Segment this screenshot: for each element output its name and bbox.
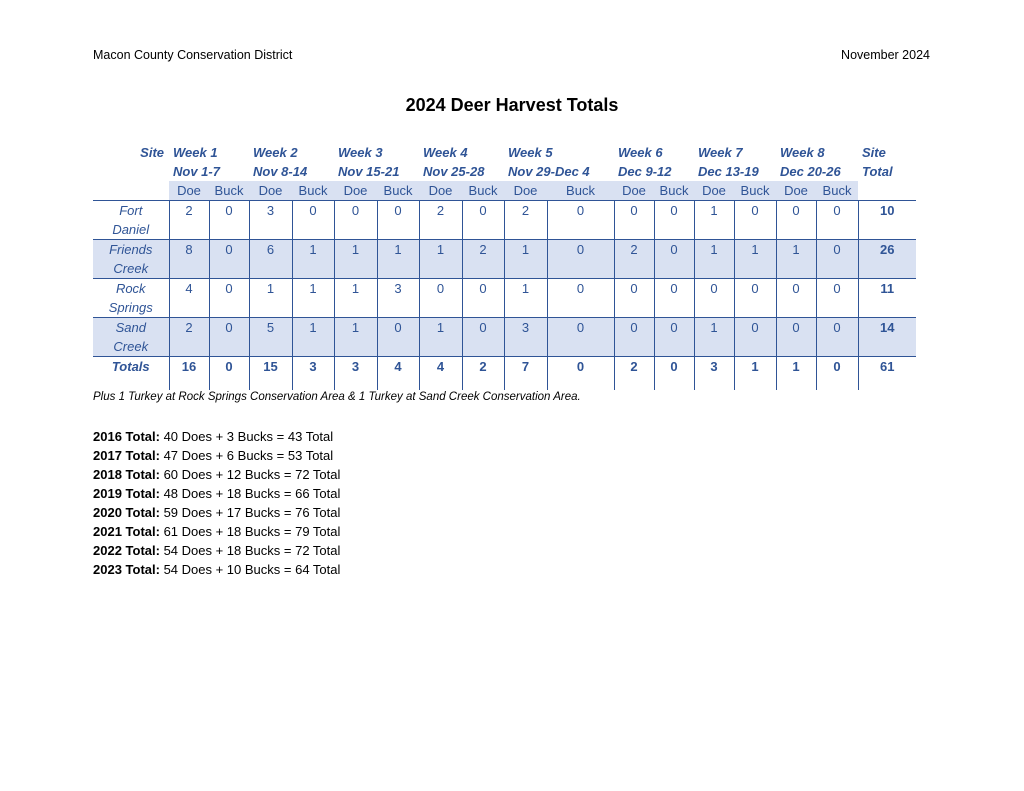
harvest-count: 1	[504, 240, 547, 279]
buck-header: Buck	[547, 181, 614, 201]
harvest-count: 3	[249, 201, 292, 240]
history-year-label: 2021 Total:	[93, 524, 160, 539]
harvest-count: 2	[614, 240, 654, 279]
harvest-count: 1	[776, 240, 816, 279]
harvest-count: 0	[816, 318, 858, 357]
harvest-count: 0	[462, 201, 504, 240]
history-value: 60 Does + 12 Bucks = 72 Total	[159, 467, 341, 482]
harvest-count: 4	[169, 279, 209, 318]
week-dates-1: Nov 1-7	[173, 164, 220, 179]
harvest-count: 2	[169, 201, 209, 240]
harvest-count: 3	[377, 279, 419, 318]
history-year-label: 2017 Total:	[93, 448, 160, 463]
site-name: Rock Springs	[93, 279, 169, 318]
harvest-count: 0	[694, 279, 734, 318]
week-total: 2	[614, 357, 654, 391]
buck-header: Buck	[209, 181, 249, 201]
harvest-count: 0	[547, 318, 614, 357]
harvest-count: 0	[419, 279, 462, 318]
harvest-count: 1	[334, 279, 377, 318]
week-header-1: Week 1	[173, 145, 218, 160]
history-value: 48 Does + 18 Bucks = 66 Total	[159, 486, 341, 501]
site-column-header: Site	[140, 145, 164, 160]
harvest-count: 5	[249, 318, 292, 357]
table-row	[93, 279, 916, 318]
harvest-count: 1	[419, 318, 462, 357]
harvest-count: 1	[249, 279, 292, 318]
site-header-spacer	[93, 162, 169, 181]
harvest-count: 0	[654, 201, 694, 240]
harvest-count: 0	[209, 279, 249, 318]
header-date: November 2024	[841, 48, 930, 62]
totals-label: Totals	[93, 357, 169, 391]
doe-header: Doe	[419, 181, 462, 201]
buck-header: Buck	[462, 181, 504, 201]
doe-header: Doe	[694, 181, 734, 201]
week-dates-3: Nov 15-21	[338, 164, 400, 179]
harvest-count: 0	[209, 201, 249, 240]
subheader-spacer	[93, 181, 169, 201]
harvest-table	[93, 143, 916, 390]
doe-header: Doe	[249, 181, 292, 201]
history-line	[93, 522, 340, 541]
harvest-count: 0	[776, 318, 816, 357]
page-title: 2024 Deer Harvest Totals	[405, 95, 619, 115]
doe-header: Doe	[334, 181, 377, 201]
harvest-count: 0	[334, 201, 377, 240]
harvest-count: 0	[614, 201, 654, 240]
week-total: 7	[504, 357, 547, 391]
site-total-header-2: Total	[862, 164, 893, 179]
totals-row	[93, 357, 916, 391]
week-total: 1	[776, 357, 816, 391]
site-name: Friends Creek	[93, 240, 169, 279]
buck-header: Buck	[816, 181, 858, 201]
harvest-count: 1	[734, 240, 776, 279]
week-total: 3	[292, 357, 334, 391]
week-total: 1	[734, 357, 776, 391]
harvest-count: 2	[419, 201, 462, 240]
harvest-count: 0	[377, 201, 419, 240]
doe-header: Doe	[614, 181, 654, 201]
history-year-label: 2022 Total:	[93, 543, 160, 558]
harvest-count: 0	[547, 201, 614, 240]
week-header-4: Week 4	[423, 145, 468, 160]
harvest-count: 0	[377, 318, 419, 357]
grand-total: 61	[858, 357, 916, 391]
harvest-count: 6	[249, 240, 292, 279]
harvest-count: 0	[734, 279, 776, 318]
history-value: 59 Does + 17 Bucks = 76 Total	[159, 505, 341, 520]
history-year-label: 2020 Total:	[93, 505, 160, 520]
history-line	[93, 427, 340, 446]
harvest-count: 0	[462, 318, 504, 357]
table-row	[93, 201, 916, 240]
history-year-label: 2016 Total:	[93, 429, 160, 444]
site-total-header: Site	[862, 145, 886, 160]
harvest-count: 0	[547, 240, 614, 279]
week-total: 0	[547, 357, 614, 391]
harvest-count: 0	[816, 201, 858, 240]
site-name: Sand Creek	[93, 318, 169, 357]
harvest-count: 0	[654, 240, 694, 279]
week-dates-4: Nov 25-28	[423, 164, 485, 179]
table-row	[93, 318, 916, 357]
turkey-note: Plus 1 Turkey at Rock Springs Conservation Area & 1 Turkey at Sand Creek Conservation Area.	[93, 391, 581, 403]
harvest-count: 0	[776, 279, 816, 318]
week-total: 15	[249, 357, 292, 391]
week-header-6: Week 6	[618, 145, 663, 160]
history-value: 40 Does + 3 Bucks = 43 Total	[159, 429, 334, 444]
harvest-count: 1	[292, 279, 334, 318]
site-total: 10	[858, 201, 916, 240]
history-year-label: 2018 Total:	[93, 467, 160, 482]
harvest-count: 0	[816, 279, 858, 318]
harvest-count: 0	[776, 201, 816, 240]
harvest-count: 1	[334, 318, 377, 357]
doe-header: Doe	[504, 181, 547, 201]
history-value: 61 Does + 18 Bucks = 79 Total	[159, 524, 341, 539]
week-total: 0	[654, 357, 694, 391]
week-header-8: Week 8	[780, 145, 825, 160]
history-line	[93, 446, 340, 465]
history-line	[93, 541, 340, 560]
week-total: 0	[816, 357, 858, 391]
yearly-history	[93, 427, 340, 579]
history-value: 54 Does + 18 Bucks = 72 Total	[159, 543, 341, 558]
harvest-count: 1	[292, 240, 334, 279]
week-total: 3	[334, 357, 377, 391]
week-header-5: Week 5	[508, 145, 553, 160]
history-line	[93, 484, 340, 503]
harvest-count: 0	[209, 318, 249, 357]
harvest-count: 1	[504, 279, 547, 318]
week-header-7: Week 7	[698, 145, 743, 160]
week-dates-6: Dec 9-12	[618, 164, 672, 179]
harvest-count: 1	[377, 240, 419, 279]
subheader-total-spacer	[858, 181, 916, 201]
week-total: 4	[419, 357, 462, 391]
week-header-2: Week 2	[253, 145, 298, 160]
harvest-count: 1	[694, 240, 734, 279]
week-dates-7: Dec 13-19	[698, 164, 759, 179]
table-row	[93, 240, 916, 279]
harvest-count: 2	[462, 240, 504, 279]
harvest-count: 1	[334, 240, 377, 279]
harvest-count: 0	[734, 318, 776, 357]
week-header-3: Week 3	[338, 145, 383, 160]
history-value: 54 Does + 10 Bucks = 64 Total	[159, 562, 341, 577]
doe-header: Doe	[776, 181, 816, 201]
history-year-label: 2019 Total:	[93, 486, 160, 501]
site-total: 11	[858, 279, 916, 318]
harvest-count: 0	[614, 279, 654, 318]
history-value: 47 Does + 6 Bucks = 53 Total	[159, 448, 334, 463]
week-total: 16	[169, 357, 209, 391]
harvest-count: 0	[816, 240, 858, 279]
site-total: 14	[858, 318, 916, 357]
buck-header: Buck	[377, 181, 419, 201]
week-dates-2: Nov 8-14	[253, 164, 308, 179]
site-name: Fort Daniel	[93, 201, 169, 240]
history-line	[93, 465, 340, 484]
harvest-count: 0	[654, 318, 694, 357]
history-year-label: 2023 Total:	[93, 562, 160, 577]
harvest-count: 1	[292, 318, 334, 357]
week-total: 2	[462, 357, 504, 391]
history-line	[93, 560, 340, 579]
harvest-count: 1	[694, 201, 734, 240]
harvest-count: 8	[169, 240, 209, 279]
week-dates-8: Dec 20-26	[780, 164, 841, 179]
week-dates-5: Nov 29-Dec 4	[508, 164, 590, 179]
harvest-count: 0	[209, 240, 249, 279]
harvest-count: 0	[734, 201, 776, 240]
harvest-count: 0	[292, 201, 334, 240]
harvest-count: 0	[614, 318, 654, 357]
harvest-count: 0	[654, 279, 694, 318]
header-district-name: Macon County Conservation District	[93, 48, 293, 62]
week-total: 4	[377, 357, 419, 391]
harvest-count: 3	[504, 318, 547, 357]
buck-header: Buck	[734, 181, 776, 201]
week-total: 3	[694, 357, 734, 391]
history-line	[93, 503, 340, 522]
harvest-count: 0	[462, 279, 504, 318]
harvest-count: 1	[694, 318, 734, 357]
harvest-count: 1	[419, 240, 462, 279]
site-total: 26	[858, 240, 916, 279]
harvest-count: 2	[504, 201, 547, 240]
harvest-count: 2	[169, 318, 209, 357]
buck-header: Buck	[654, 181, 694, 201]
buck-header: Buck	[292, 181, 334, 201]
harvest-count: 0	[547, 279, 614, 318]
doe-header: Doe	[169, 181, 209, 201]
week-total: 0	[209, 357, 249, 391]
